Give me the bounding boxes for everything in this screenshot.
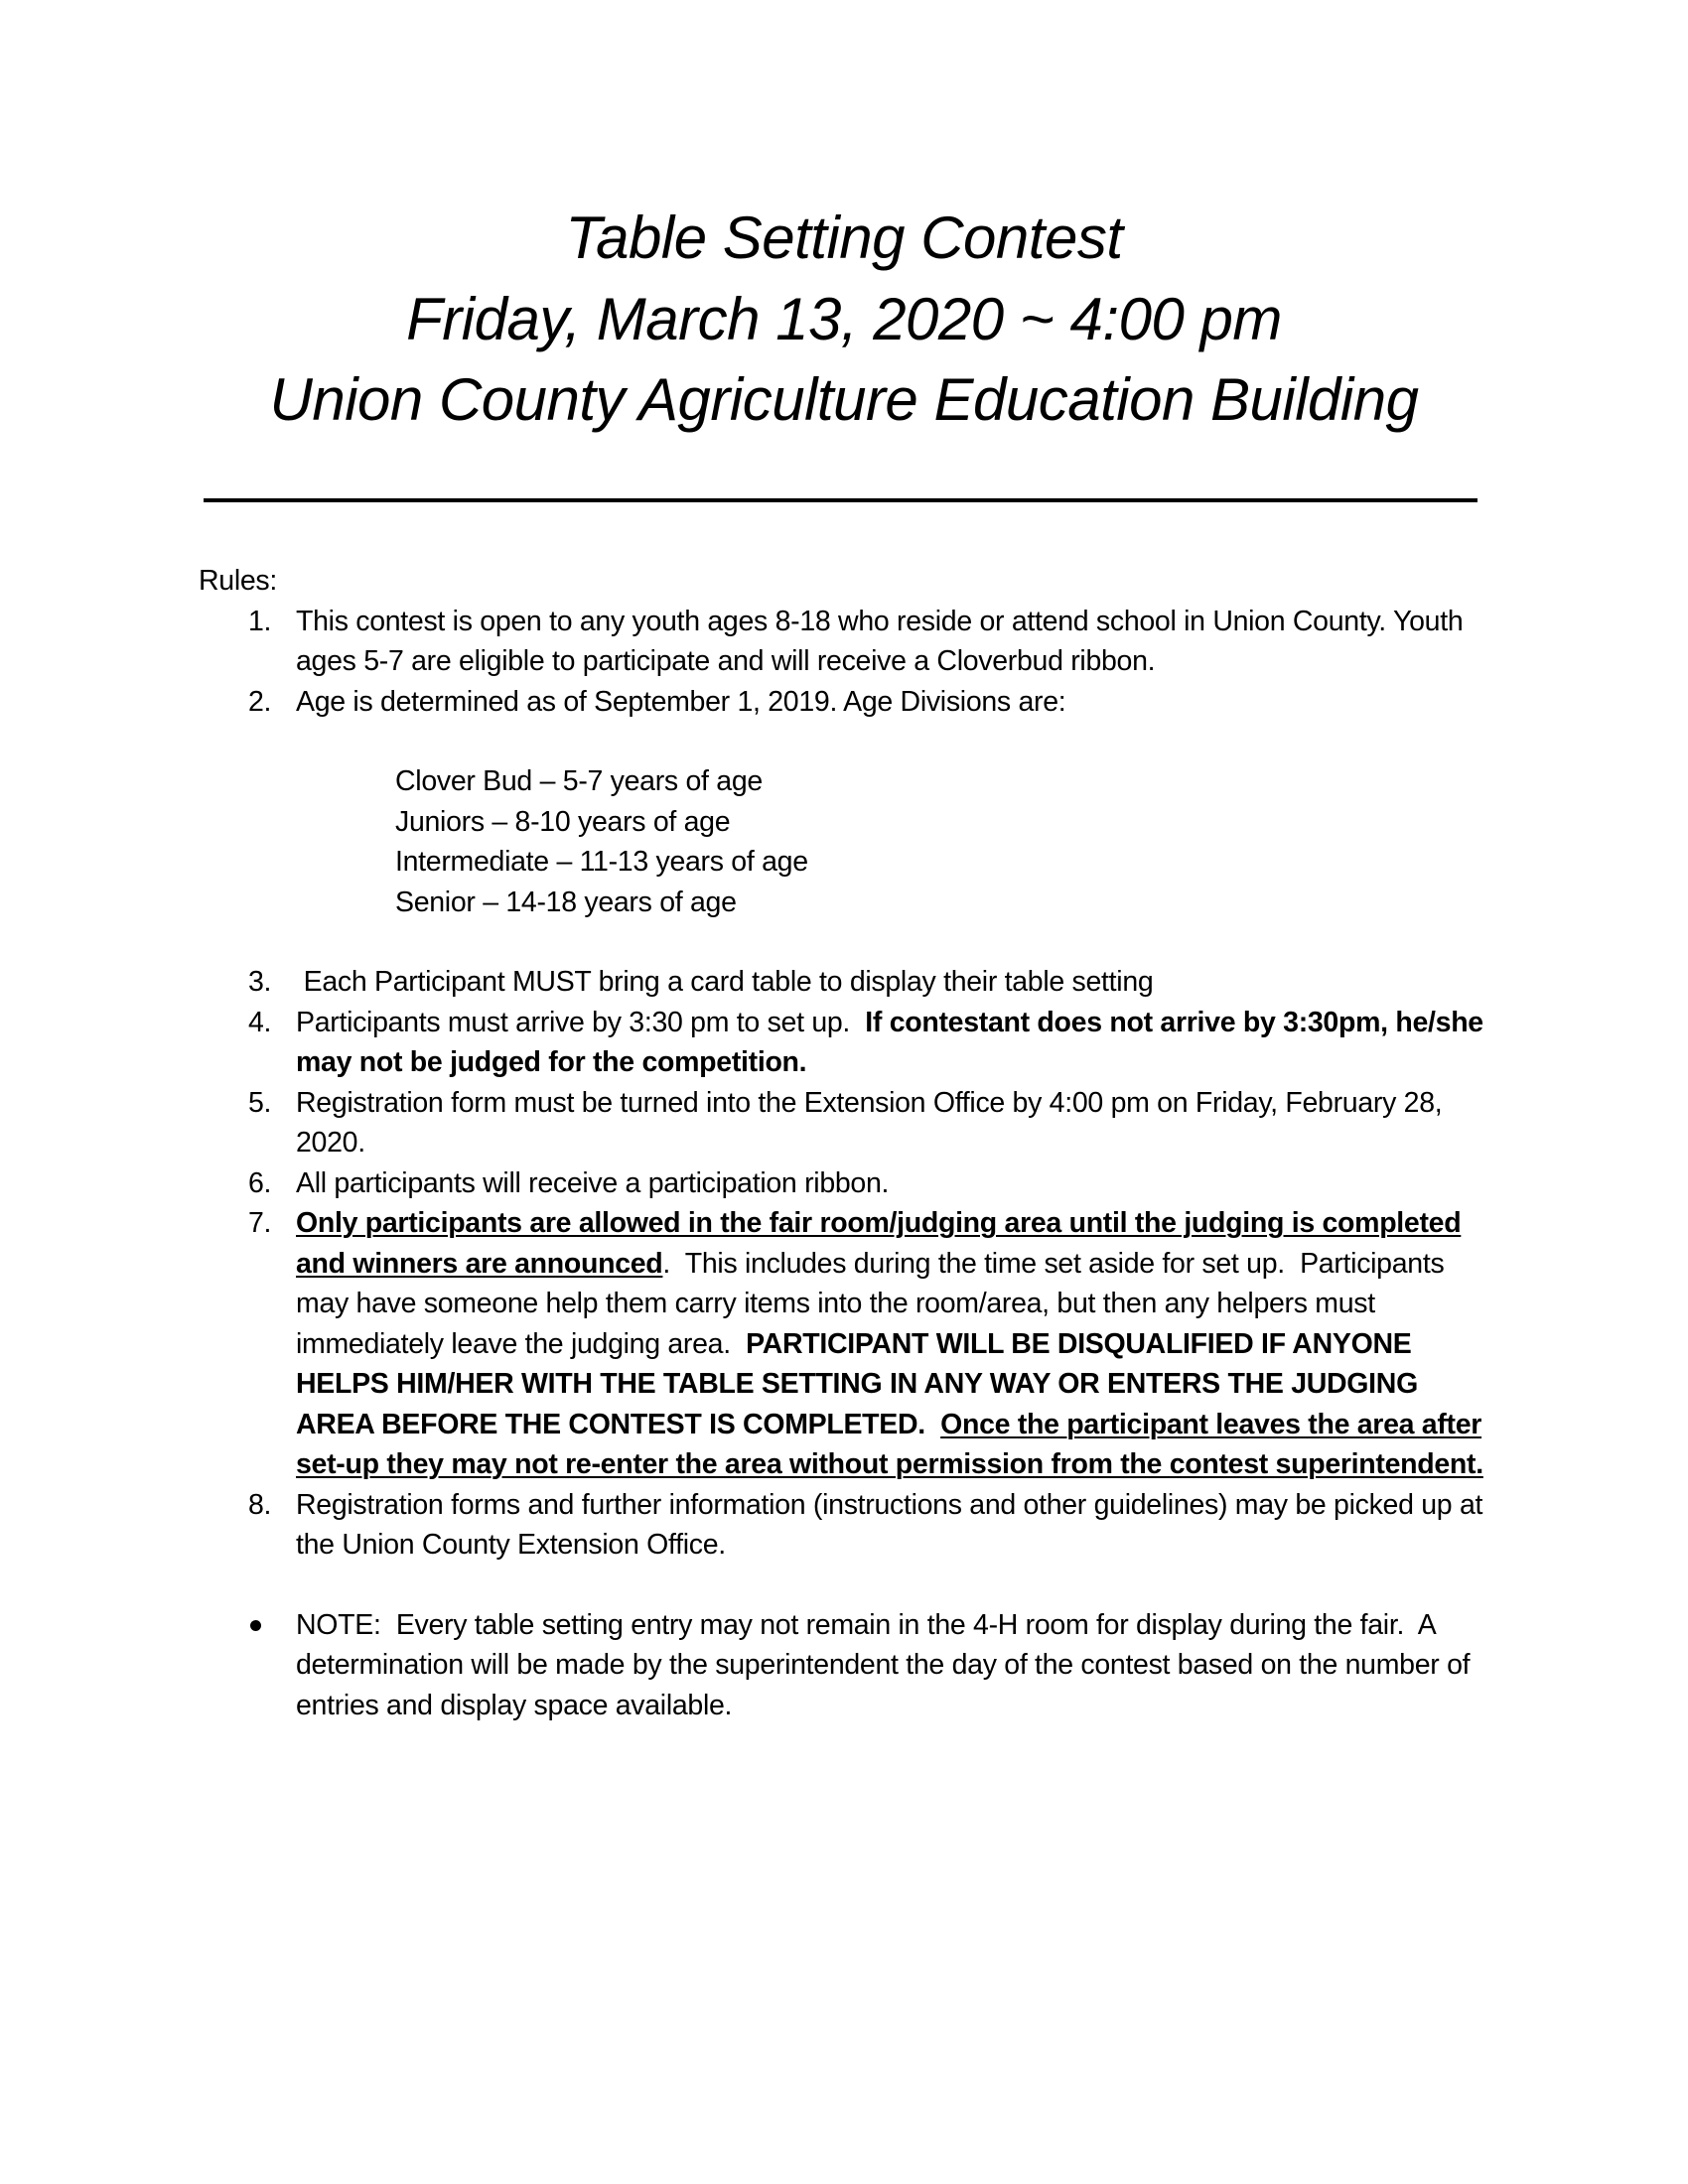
rules-list-continued — [199, 962, 1489, 1566]
rule-text: Participants must arrive by 3:30 pm to set up. — [296, 1006, 866, 1038]
horizontal-divider — [204, 498, 1477, 502]
rule-item-1 — [199, 602, 1489, 682]
rule-item-4 — [199, 1003, 1489, 1083]
rule-item-8 — [199, 1485, 1489, 1566]
rule-emphasis-underlined-end: Once the participant leaves the area after set-up they may not re-enter the area without permission from the contest superintendent. — [296, 1408, 1483, 1480]
rule-text: Age is determined as of September 1, 2019. Age Divisions are: — [296, 685, 1066, 718]
rule-emphasis: PARTICIPANT WILL BE DISQUALIFIED IF ANYONE HELPS HIM/HER WITH THE TABLE SETTING IN ANY WAY OR ENTERS THE JUDGING AREA BEFORE THE CONTEST IS COMPLETED. — [296, 1327, 1425, 1440]
rule-item-2 — [199, 682, 1489, 723]
age-divisions-list — [199, 761, 1489, 922]
rule-text: Registration form must be turned into the Extension Office by 4:00 pm on Friday, February 28, 2020. — [296, 1086, 1443, 1159]
age-division: Clover Bud – 5-7 years of age — [395, 765, 763, 797]
spacer — [199, 1566, 1489, 1605]
rule-item-6 — [199, 1163, 1489, 1204]
rule-number: 2. — [248, 685, 272, 718]
event-location: Union County Agriculture Education Building — [269, 366, 1419, 433]
notes-list — [199, 1605, 1489, 1726]
rule-number: 5. — [248, 1086, 272, 1119]
rule-number: 6. — [248, 1166, 272, 1199]
rule-item-3 — [199, 962, 1489, 1003]
rule-number: 3. — [248, 966, 272, 998]
rule-text: Registration forms and further information (instructions and other guidelines) may be picked up at the Union County Extension Office. — [296, 1488, 1483, 1561]
rules-section — [199, 561, 1489, 1725]
rule-number: 4. — [248, 1006, 272, 1038]
rule-number: 8. — [248, 1488, 272, 1521]
rules-heading: Rules: — [199, 565, 277, 597]
rule-text: This contest is open to any youth ages 8-18 who reside or attend school in Union County. Youth ages 5-7 are eligible to participate and will receive a Cloverbud ribbon. — [296, 605, 1464, 677]
rule-text: . This includes during the time set aside for set up. Participants may have someone help them carry items into the room/area, but then any helpers must immediately leave the judging area. — [296, 1247, 1453, 1360]
page-title: Table Setting Contest — [565, 205, 1123, 271]
note-item — [199, 1605, 1489, 1726]
rules-list — [199, 602, 1489, 723]
age-division: Intermediate – 11-13 years of age — [395, 846, 808, 878]
rule-item-5 — [199, 1083, 1489, 1163]
rule-text: Each Participant MUST bring a card table to display their table setting — [296, 966, 1154, 998]
age-division: Juniors – 8-10 years of age — [395, 805, 731, 838]
age-division: Senior – 14-18 years of age — [395, 886, 737, 918]
bullet-icon — [250, 1620, 261, 1631]
rule-emphasis: If contestant does not arrive by 3:30pm, he/she may not be judged for the competition. — [296, 1006, 1483, 1078]
rule-number: 1. — [248, 605, 272, 637]
rule-number: 7. — [248, 1207, 272, 1239]
event-date-time: Friday, March 13, 2020 ~ 4:00 pm — [406, 286, 1282, 352]
rule-item-7 — [199, 1203, 1489, 1485]
rule-text: All participants will receive a participation ribbon. — [296, 1166, 890, 1199]
rule-emphasis-underlined: Only participants are allowed in the fair room/judging area until the judging is completed and winners are announced — [296, 1207, 1462, 1280]
note-text: NOTE: Every table setting entry may not remain in the 4-H room for display during the fair. A determination will be made by the superintendent the day of the contest based on the number of entries and display space available. — [296, 1608, 1477, 1721]
